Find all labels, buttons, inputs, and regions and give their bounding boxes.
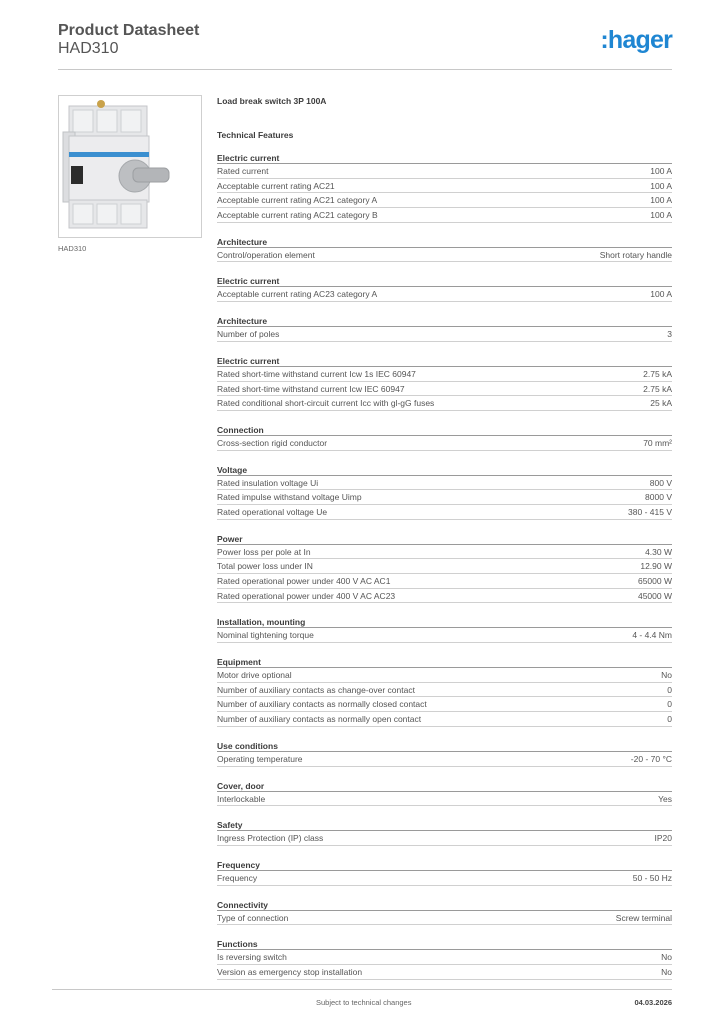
feature-section — [217, 820, 672, 846]
spec-row — [217, 752, 672, 767]
spec-label: Number of poles — [217, 329, 280, 340]
feature-section — [217, 356, 672, 411]
spec-label: Acceptable current rating AC21 category B — [217, 210, 378, 221]
spec-value: Short rotary handle — [599, 249, 672, 260]
spec-value: No — [661, 966, 672, 977]
section-heading: Connection — [217, 425, 672, 436]
spec-row — [217, 950, 672, 965]
spec-value: 0 — [667, 714, 672, 725]
section-heading: Cover, door — [217, 781, 672, 792]
feature-section — [217, 153, 672, 223]
feature-section — [217, 276, 672, 302]
feature-section — [217, 465, 672, 520]
spec-row — [217, 476, 672, 491]
spec-value: 25 kA — [650, 398, 672, 409]
spec-label: Ingress Protection (IP) class — [217, 833, 324, 844]
spec-row — [217, 712, 672, 727]
spec-row — [217, 545, 672, 560]
spec-row — [217, 208, 672, 223]
feature-section — [217, 425, 672, 451]
spec-value: 100 A — [650, 166, 672, 176]
spec-row — [217, 179, 672, 194]
spec-value: No — [661, 670, 672, 681]
spec-row — [217, 683, 672, 698]
spec-label: Motor drive optional — [217, 670, 292, 681]
section-heading: Equipment — [217, 657, 672, 668]
spec-row — [217, 871, 672, 886]
section-heading: Power — [217, 534, 672, 545]
spec-label: Acceptable current rating AC21 — [217, 180, 335, 191]
spec-row — [217, 490, 672, 505]
spec-row — [217, 396, 672, 411]
spec-row — [217, 628, 672, 643]
spec-label: Operating temperature — [217, 753, 303, 764]
spec-row — [217, 965, 672, 980]
spec-value: 100 A — [650, 195, 672, 206]
image-caption: HAD310 — [58, 244, 87, 253]
section-heading: Voltage — [217, 465, 672, 476]
section-heading: Electric current — [217, 153, 672, 164]
document-title: Product Datasheet — [58, 22, 200, 39]
spec-label: Total power loss under IN — [217, 561, 313, 572]
section-heading: Installation, mounting — [217, 617, 672, 628]
spec-label: Rated operational voltage Ue — [217, 506, 328, 517]
product-code: HAD310 — [58, 40, 119, 57]
spec-value: 4.30 W — [645, 546, 672, 557]
section-heading: Frequency — [217, 860, 672, 871]
spec-row — [217, 327, 672, 342]
section-heading: Connectivity — [217, 900, 672, 911]
section-heading: Use conditions — [217, 741, 672, 752]
spec-row — [217, 248, 672, 263]
spec-label: Rated operational power under 400 V AC AC23 — [217, 590, 396, 601]
spec-value: 0 — [667, 699, 672, 710]
spec-value: Yes — [658, 793, 672, 804]
spec-value: 65000 W — [637, 576, 672, 586]
spec-label: Version as emergency stop installation — [217, 966, 363, 977]
spec-label: Frequency — [217, 872, 258, 883]
spec-row — [217, 367, 672, 382]
page-header — [58, 22, 672, 70]
spec-label: Cross-section rigid conductor — [217, 437, 328, 448]
spec-label: Rated short-time withstand current Icw IEC 60947 — [217, 383, 405, 394]
section-heading: Electric current — [217, 276, 672, 287]
spec-row — [217, 589, 672, 604]
product-image — [58, 95, 202, 238]
spec-value: 12.90 W — [640, 561, 672, 572]
spec-row — [217, 911, 672, 926]
hager-logo: :hager — [600, 26, 672, 54]
spec-row — [217, 831, 672, 846]
feature-section — [217, 534, 672, 604]
spec-value: No — [661, 952, 672, 963]
spec-label: Rated operational power under 400 V AC AC1 — [217, 576, 391, 586]
spec-value: -20 - 70 °C — [630, 753, 672, 764]
spec-row — [217, 697, 672, 712]
spec-value: 2.75 kA — [643, 368, 672, 379]
spec-value: Screw terminal — [615, 912, 672, 923]
spec-label: Interlockable — [217, 793, 266, 804]
feature-section — [217, 860, 672, 886]
feature-section — [217, 939, 672, 979]
spec-row — [217, 668, 672, 683]
spec-value: 100 A — [650, 210, 672, 221]
spec-row — [217, 505, 672, 520]
spec-row — [217, 382, 672, 397]
spec-label: Number of auxiliary contacts as normally closed contact — [217, 699, 427, 710]
spec-label: Acceptable current rating AC23 category A — [217, 289, 378, 300]
spec-label: Type of connection — [217, 912, 289, 923]
spec-label: Rated short-time withstand current Icw 1s IEC 60947 — [217, 368, 416, 379]
spec-row — [217, 193, 672, 208]
spec-value: IP20 — [654, 833, 672, 844]
feature-section — [217, 781, 672, 807]
spec-value: 50 - 50 Hz — [632, 872, 672, 883]
spec-value: 100 A — [650, 289, 672, 300]
feature-section — [217, 900, 672, 926]
section-heading: Architecture — [217, 316, 672, 327]
footer-divider — [52, 989, 672, 990]
datasheet-content — [217, 96, 672, 980]
spec-label: Rated current — [217, 166, 269, 176]
feature-section — [217, 617, 672, 643]
spec-value: 380 - 415 V — [628, 506, 672, 517]
feature-section — [217, 741, 672, 767]
section-heading: Electric current — [217, 356, 672, 367]
spec-row — [217, 792, 672, 807]
spec-row — [217, 287, 672, 302]
section-heading: Architecture — [217, 237, 672, 248]
spec-value: 70 mm² — [643, 437, 672, 448]
spec-value: 800 V — [649, 477, 672, 488]
spec-label: Acceptable current rating AC21 category A — [217, 195, 378, 206]
spec-label: Control/operation element — [217, 249, 315, 260]
feature-section — [217, 237, 672, 263]
product-title: Load break switch 3P 100A — [217, 96, 327, 106]
feature-section — [217, 316, 672, 342]
spec-row — [217, 574, 672, 589]
spec-value: 0 — [667, 684, 672, 695]
spec-label: Rated conditional short-circuit current Icc with gl-gG fuses — [217, 398, 435, 409]
section-heading: Safety — [217, 820, 672, 831]
section-heading: Functions — [217, 939, 672, 950]
footer-note: Subject to technical changes — [316, 998, 412, 1007]
spec-row — [217, 559, 672, 574]
feature-sections — [217, 153, 672, 980]
spec-value: 100 A — [650, 180, 672, 191]
spec-label: Number of auxiliary contacts as change-over contact — [217, 684, 415, 695]
spec-row — [217, 164, 672, 179]
spec-label: Power loss per pole at In — [217, 546, 311, 557]
spec-value: 8000 V — [645, 492, 672, 503]
feature-section — [217, 657, 672, 727]
spec-value: 45000 W — [637, 590, 672, 601]
spec-label: Is reversing switch — [217, 952, 287, 963]
spec-value: 2.75 kA — [643, 383, 672, 394]
features-heading: Technical Features — [217, 130, 294, 140]
spec-value: 4 - 4.4 Nm — [632, 630, 672, 641]
spec-label: Rated impulse withstand voltage Uimp — [217, 492, 362, 503]
spec-row — [217, 436, 672, 451]
spec-label: Rated insulation voltage Ui — [217, 477, 319, 488]
spec-label: Number of auxiliary contacts as normally open contact — [217, 714, 422, 725]
spec-label: Nominal tightening torque — [217, 630, 314, 641]
footer-date: 04.03.2026 — [634, 998, 672, 1007]
spec-value: 3 — [667, 329, 672, 340]
